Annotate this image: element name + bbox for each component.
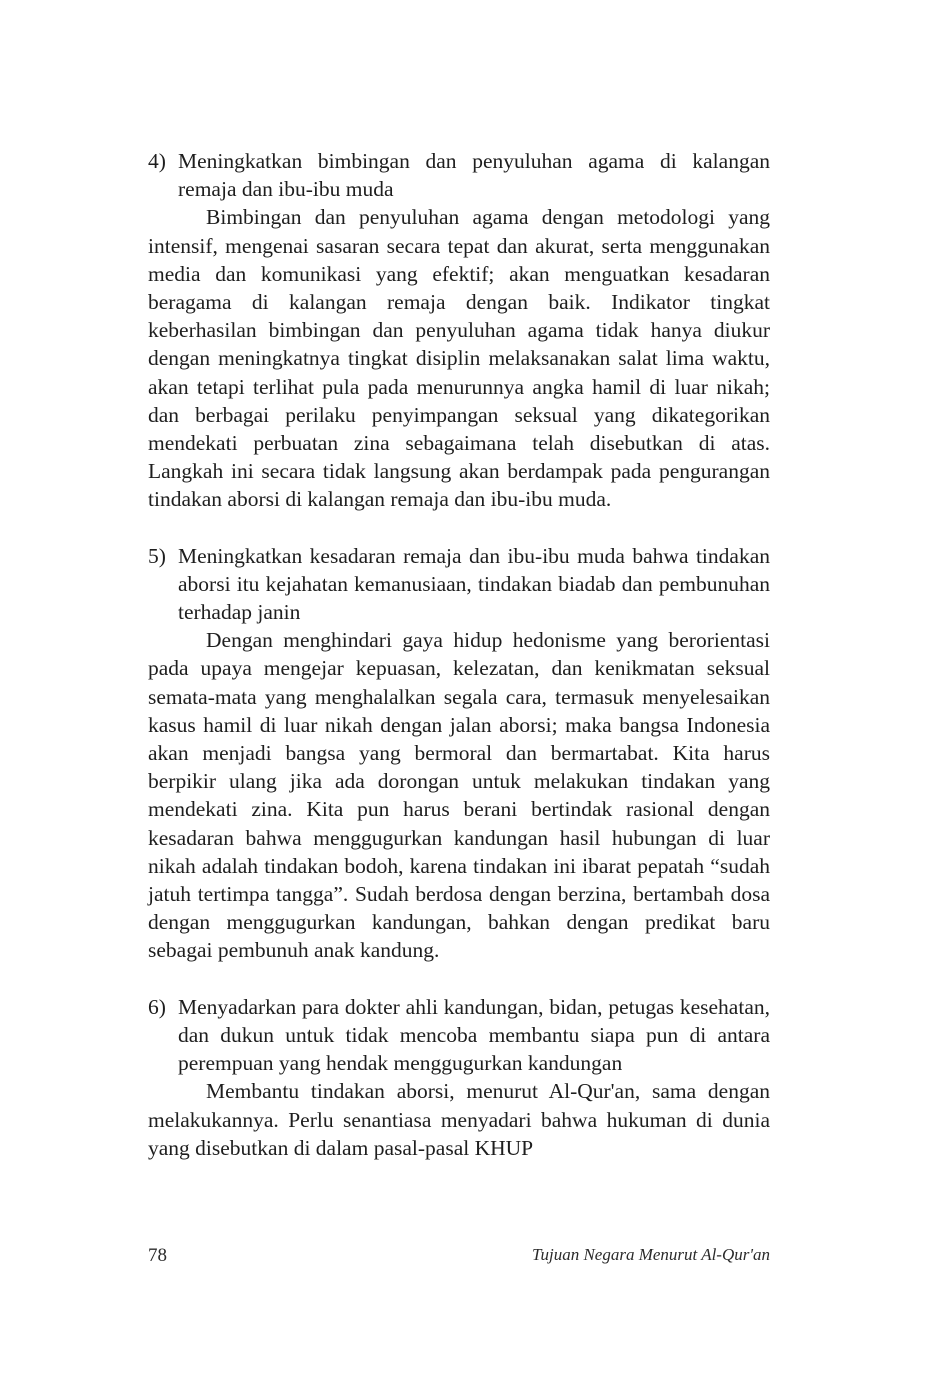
section-heading (148, 993, 770, 1078)
page-footer (148, 1245, 770, 1267)
section-heading-text: Menyadarkan para dokter ahli kandungan, bidan, petugas kesehatan, dan dukun untuk tidak mencoba membantu siapa pun di antara perempuan yang hendak menggugurkan kandungan (178, 994, 770, 1076)
section-paragraph: Dengan menghindari gaya hidup hedonisme yang berorientasi pada upaya mengejar kepuasan, kelezatan, dan kenikmatan seksual semata-mata yang menghalalkan segala cara, termasuk menyelesaikan kasus hamil di luar nikah dengan jalan aborsi; maka bangsa Indonesia akan menjadi bangsa yang bermoral dan bermartabat. Kita harus berpikir ulang jika ada dorongan untuk melakukan tindakan yang mendekati zina. Kita pun harus berani bertindak rasional dengan kesadaran bahwa menggugurkan kandungan hasil hubungan di luar nikah adalah tindakan bodoh, karena tindakan ini ibarat pepatah “sudah jatuh tertimpa tangga”. Sudah berdosa dengan berzina, bertambah dosa dengan menggugurkan kandungan, bahkan dengan predikat baru sebagai pembunuh anak kandung. (148, 628, 770, 963)
section-heading (148, 147, 770, 203)
section-number: 6) (148, 994, 166, 1019)
page-body (148, 147, 770, 1190)
section-paragraph: Bimbingan dan penyuluhan agama dengan metodologi yang intensif, mengenai sasaran secara tepat dan akurat, serta menggunakan media dan komunikasi yang efektif; akan menguatkan kesadaran beragama di kalangan remaja dengan baik. Indikator tingkat keberhasilan bimbingan dan penyuluhan agama tidak hanya diukur dengan meningkatnya tingkat disiplin melaksanakan salat lima waktu, akan tetapi terlihat pula pada menurunnya angka hamil di luar nikah; dan berbagai perilaku penyimpangan seksual yang dikategorikan mendekati perbuatan zina sebagaimana telah disebutkan di atas. Langkah ini secara tidak langsung akan berdampak pada pengurangan tindakan aborsi di kalangan remaja dan ibu-ibu muda. (148, 205, 770, 512)
section-6 (148, 993, 770, 1162)
running-title: Tujuan Negara Menurut Al-Qur'an (531, 1245, 770, 1264)
section-number: 5) (148, 543, 166, 568)
section-5 (148, 542, 770, 965)
section-paragraph: Membantu tindakan aborsi, menurut Al-Qur'an, sama dengan melakukannya. Perlu senantiasa menyadari bahwa hukuman di dunia yang disebutkan di dalam pasal-pasal KHUP (148, 1079, 770, 1160)
page-number: 78 (148, 1245, 167, 1266)
section-heading (148, 542, 770, 627)
section-heading-text: Meningkatkan bimbingan dan penyuluhan agama di kalangan remaja dan ibu-ibu muda (178, 149, 770, 202)
section-4 (148, 147, 770, 514)
section-number: 4) (148, 149, 166, 173)
section-heading-text: Meningkatkan kesadaran remaja dan ibu-ibu muda bahwa tindakan aborsi itu kejahatan kemanusiaan, tindakan biadab dan pembunuhan terhadap janin (178, 543, 770, 625)
